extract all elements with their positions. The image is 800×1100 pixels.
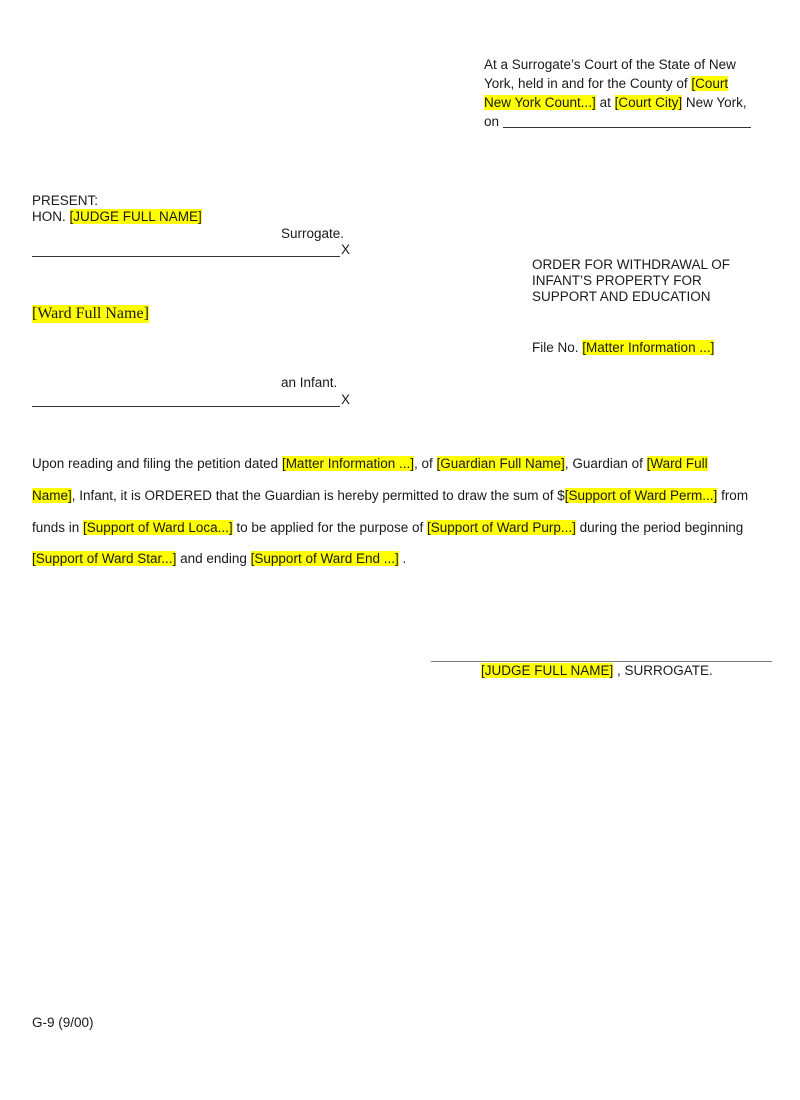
- body-text: and ending: [176, 551, 251, 567]
- ward-name-inline-field[interactable]: [Ward Full: [646, 456, 708, 471]
- support-location-field[interactable]: [Support of Ward Loca...]: [83, 519, 233, 535]
- signature-block: [481, 663, 713, 678]
- x-mark-top: X: [341, 242, 351, 257]
- caption-divider-top: [32, 256, 340, 257]
- date-blank-line: [503, 127, 751, 128]
- petition-date-field[interactable]: [Matter Information ...]: [281, 456, 414, 471]
- support-start-field[interactable]: [Support of Ward Star...]: [32, 551, 177, 567]
- caption-line-1: At a Surrogate’s Court of the State of New: [484, 57, 736, 72]
- body-text: , Guardian of: [564, 456, 647, 471]
- order-title-line-2: INFANT’S PROPERTY FOR: [532, 273, 702, 288]
- body-text: to be applied for the purpose of: [232, 519, 428, 535]
- hon-line: [32, 209, 202, 224]
- court-city-field[interactable]: [Court City]: [614, 95, 683, 110]
- caption-line-2: [484, 76, 728, 91]
- support-purpose-field[interactable]: [Support of Ward Purp...]: [427, 519, 576, 535]
- file-number: [532, 340, 714, 355]
- ward-name-field[interactable]: [Ward Full Name]: [32, 305, 149, 322]
- signature-line: [431, 661, 772, 662]
- present-label: PRESENT:: [32, 193, 99, 208]
- body-text: from: [717, 487, 749, 503]
- caption-divider-bottom: [32, 406, 340, 407]
- caption-on: on: [484, 114, 500, 129]
- caption-line-3: [484, 95, 747, 110]
- body-text: funds in: [32, 519, 84, 535]
- order-title-line-3: SUPPORT AND EDUCATION: [532, 289, 711, 304]
- body-text: during the period beginning: [575, 519, 744, 535]
- body-text: .: [398, 551, 407, 567]
- signature-title: , SURROGATE.: [613, 663, 713, 678]
- body-line-2: [32, 480, 774, 512]
- caption-text: York, held in and for the County of: [484, 76, 692, 91]
- support-amount-field[interactable]: [Support of Ward Perm...]: [564, 487, 718, 503]
- support-end-field[interactable]: [Support of Ward End ...]: [250, 551, 399, 567]
- signature-judge-field[interactable]: [JUDGE FULL NAME]: [481, 663, 614, 678]
- order-title-line-1: ORDER FOR WITHDRAWAL OF: [532, 257, 730, 272]
- court-county-field[interactable]: [Court: [691, 76, 729, 91]
- body-text: Upon reading and filing the petition dated: [32, 456, 282, 471]
- hon-label: HON.: [32, 209, 66, 224]
- body-line-3: [32, 512, 774, 544]
- body-line-4: [32, 543, 774, 575]
- body-text: , of: [413, 456, 437, 471]
- judge-name-field[interactable]: [JUDGE FULL NAME]: [69, 209, 202, 224]
- body-line-1: [32, 448, 774, 480]
- guardian-name-field[interactable]: [Guardian Full Name]: [436, 456, 565, 471]
- form-id: G-9 (9/00): [32, 1015, 94, 1030]
- order-body: [32, 448, 774, 575]
- file-number-field[interactable]: [Matter Information ...]: [582, 340, 715, 355]
- body-text: , Infant, it is ORDERED that the Guardian is hereby permitted to draw the sum of $: [71, 487, 565, 503]
- caption-at: at: [595, 95, 615, 110]
- file-label: File No.: [532, 340, 579, 355]
- x-mark-bottom: X: [341, 392, 351, 407]
- caption-state: New York,: [682, 95, 747, 110]
- surrogate-label: Surrogate.: [281, 226, 345, 241]
- ward-name-inline-field-cont[interactable]: Name]: [32, 487, 72, 503]
- court-county-field-cont[interactable]: New York Count...]: [484, 95, 596, 110]
- infant-label: an Infant.: [281, 375, 338, 390]
